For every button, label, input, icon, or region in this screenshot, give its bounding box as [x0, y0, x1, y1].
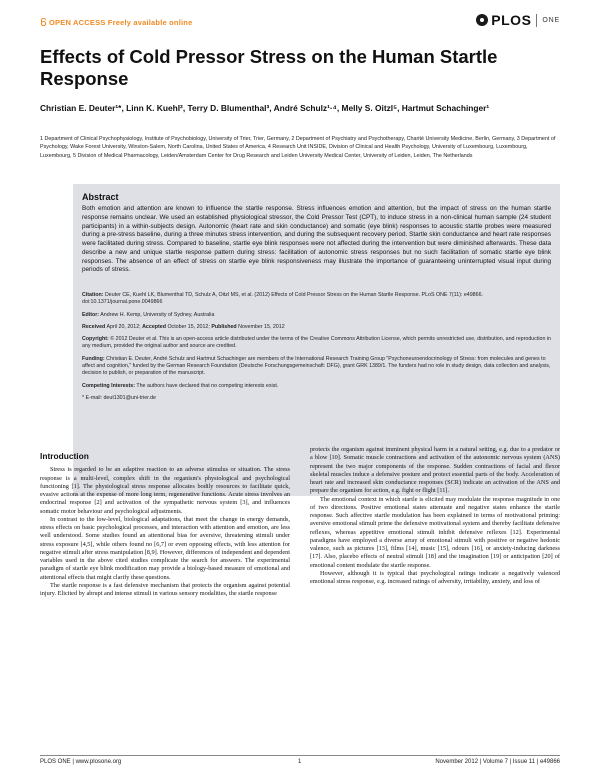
- logo-divider: [536, 14, 537, 27]
- author-list: Christian E. Deuter¹*, Linn K. Kuehl², Terry D. Blumenthal³, André Schulz¹·⁴, Melly S. Oitzl⁵, Hartmut Schachinger¹: [40, 103, 490, 113]
- paragraph: The emotional context in which startle is elicited may modulate the response magnitude in one of two directions. Positive emotional states attenuate and negative states enhance the startle response. Such affective startle modulation has been explained in terms of motivational priming: aversive emotional stimuli prime the defensive motivational system and thereby facilitate defensive reflexes, whereas appetitive emotional stimuli inhibit defensive reflexes [12]. Experimental paradigms have employed a diverse array of emotional stimuli with positive or negative hedonic valence, such as pictures [13], films [14], music [15], odours [16], or anxiety-inducing darkness [17]. Also, placebo effects of neutral stimuli [18] and the imagination [19] or anticipation [20] of emotional content modulate the startle response.: [310, 495, 560, 569]
- funding: Funding: Christian E. Deuter, André Schulz and Hartmut Schachinger are members of the International Research Training Group "Psychoneuroendocrinology of Stress: from molecules and genes to affect and cognition," funded by the German Research Foundation (Deutsche Forschungsgemeinschaft: DFG), grant GRK 1389/1. The funders had no role in study design, data collection and analysis, decision to publish, or preparation of the manuscript.: [82, 355, 551, 377]
- paragraph: Stress is regarded to be an adaptive reaction to an adverse stimulus or situation. The stress response is a multi-level, complex shift in the organism's physiological and psychological functioning [1]. The physiological stress response allocates bodily resources to facilitate quick, evasive actions at the expense of more long term, regenerative functions. Acute stress involves an endocrinal response [2] and activation of the sympathetic nervous system [3], and influences somatic motor behaviour and psychological adjustments.: [40, 466, 290, 515]
- open-access-banner: [40, 18, 192, 27]
- abstract-text: Both emotion and attention are known to influence the startle response. Stress influences emotion and attention, but the impact of stress on the human startle response remains unclear. We used an established physiological stressor, the Cold Pressor Test (CPT), to induce stress in a non-clinical human sample (24 student participants) in a within-subjects design. Autonomic (heart rate and skin conductance) and somatic (eye blink) responses to acoustic startle probes were measured during a pre-stress baseline, during a three minutes stress intervention, and during the subsequent recovery period. Startle skin conductance and heart rate responses were facilitated during stress. Compared to baseline, startle eye blink responses were not affected during the intervention but were diminished afterwards. These data describe a new and unique startle response pattern during stress: facilitation of autonomic stress responses but no such facilitation of somatic startle eye blink responses. The absence of an effect of stress on startle eye blink responsiveness may illustrate the importance of guaranteeing uninterrupted visual input during periods of stress.: [82, 205, 551, 274]
- plos-one-logo: [476, 12, 560, 28]
- dates: Received April 20, 2012; Accepted October 15, 2012; Published November 15, 2012: [82, 323, 285, 330]
- copyright: Copyright: © 2012 Deuter et al. This is an open-access article distributed under the terms of the Creative Commons Attribution License, which permits unrestricted use, distribution, and reproduction in any medium, provided the original author and source are credited.: [82, 336, 551, 350]
- introduction-heading: Introduction: [40, 451, 89, 461]
- footer-issue: November 2012 | Volume 7 | Issue 11 | e49866: [435, 759, 560, 765]
- editor: Editor: Andrew H. Kemp, University of Sydney, Australia: [82, 311, 215, 318]
- competing-interests: Competing Interests: The authors have declared that no competing interests exist.: [82, 382, 279, 389]
- abstract-heading: Abstract: [82, 192, 119, 202]
- footer-divider: [40, 755, 560, 756]
- journal-header: [40, 12, 560, 38]
- paragraph: The startle response is a fast defensive mechanism that protects the organism against potential injury. Elicited by abrupt and intense stimuli in various sensory modalities, the startle response: [40, 581, 290, 597]
- corresponding-email: * E-mail: deut1301@uni-trier.de: [82, 394, 156, 401]
- open-access-text: OPEN ACCESS Freely available online: [49, 18, 193, 27]
- paragraph: protects the organism against imminent physical harm in a natural setting, e.g. due to a predator or a blow [10]. Somatic muscle contractions and activation of the autonomic nervous system (ANS) represent the two major components of the response. Sudden contractions of facial and flexor skeletal muscles induce a defensive posture and protect essential parts of the body. Acceleration of heart rate and increased skin conductance responses (SCR) indicate an activation of the ANS and prepare the organism for action, e.g. fight or flight [11].: [310, 446, 560, 495]
- left-column: [40, 452, 290, 748]
- affiliations: 1 Department of Clinical Psychophysiology, Institute of Psychobiology, University of Trier, Trier, Germany, 2 Department of Psychiatry and Psychotherapy, Charité University Medicine, Berlin, Germany, 3 Department of Psychology, Wake Forest University, Winston-Salem, North Carolina, United States of America, 4 Research Unit INSIDE, Division of Clinical and Health Psychology, University of Luxembourg, Luxembourg, Luxembourg, 5 Division of Medical Pharmacology, Leiden/Amsterdam Center for Drug Research and Leiden University Medical Center, University of Leiden, Leiden, The Netherlands: [40, 136, 556, 159]
- plos-logo-icon: [476, 14, 488, 26]
- open-access-lock-icon: [40, 18, 47, 26]
- article-title: Effects of Cold Pressor Stress on the Human Startle Response: [40, 46, 498, 89]
- article-metadata: [82, 292, 551, 402]
- right-column: [310, 446, 560, 756]
- journal-name: PLOS: [491, 12, 532, 28]
- footer-journal: PLOS ONE | www.plosone.org: [40, 759, 122, 765]
- paragraph: In contrast to the low-level, biological adaptations, that meet the change in energy demands, stress effects on basic psychological processes, and interaction with attention and emotion, are less well understood. Some studies found an attentional bias for aversive, threatening stimuli under stress exposure [4,5], while others found no [6,7] or even opposing effects, with less attention for negative stimuli after stress manipulation [8,9]. However, differences of independent and dependent variables used in the above cited studies complicate the search for answers. The experimental paradigm of startle eye blink modification may provide a biology-based measure of emotional and attentional effects that might clarify these questions.: [40, 515, 290, 581]
- page-number: 1: [298, 759, 302, 765]
- citation: Citation: Deuter CE, Kuehl LK, Blumenthal TD, Schulz A, Oitzl MS, et al. (2012) Effects of Cold Pressor Stress on the Human Startle Response. PLoS ONE 7(11): e49866. doi:10.1371/journal.pone.0049866: [82, 292, 483, 306]
- introduction-text: [40, 466, 290, 748]
- paragraph: However, although it is typical that psychological ratings indicate a negatively valenced emotional stress response, e.g. increased ratings of adversity, irritability, anxiety, and loss of: [310, 569, 560, 585]
- journal-subname: ONE: [542, 16, 560, 24]
